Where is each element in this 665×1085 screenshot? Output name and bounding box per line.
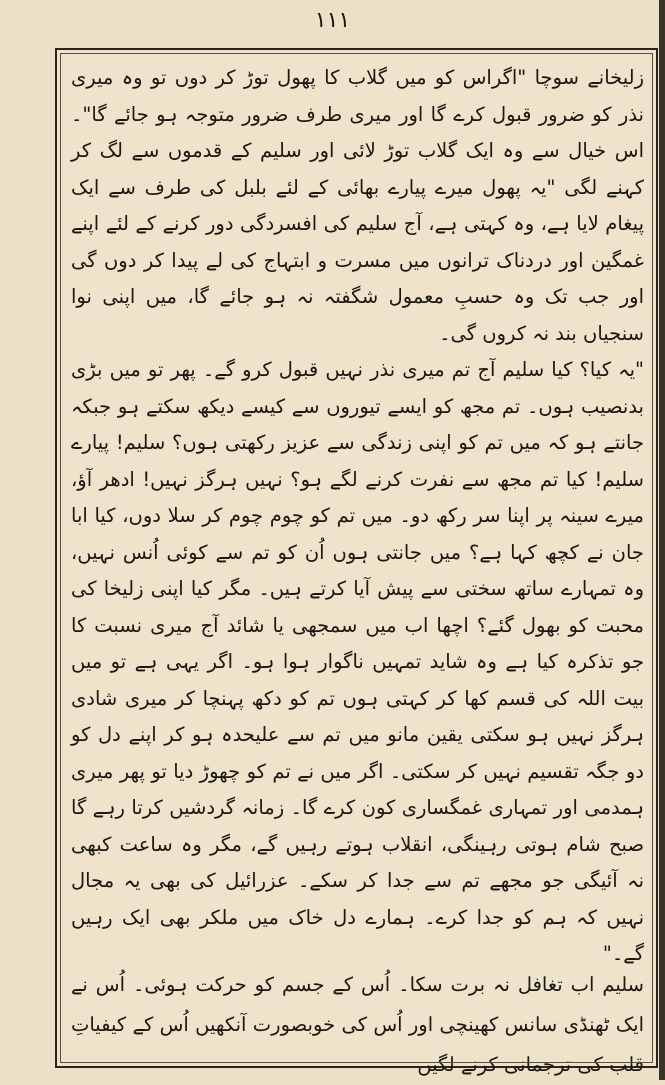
- page-number: ۱۱۱: [314, 8, 351, 33]
- paragraph-2: "یہ کیا؟ کیا سلیم آج تم میری نذر نہیں قبول کرو گے۔ پھر تو میں بڑی بدنصیب ہوں۔ تم مجھ کو ایسے تیوروں سے کیسے دیکھ سکتے ہو جبکہ جانتے ہو کہ میں تم کو اپنی زندگی سے عزیز رکھتی ہوں؟ سلیم! پیارے سلیم! کیا تم مجھ سے نفرت کرنے لگے ہو؟ نہیں ہرگز نہیں! ادھر آؤ، میرے سینہ پر اپنا سر رکھ دو۔ میں تم کو چوم چوم کر سلا دوں، کیا ابا جان نے کچھ کہا ہے؟ میں جانتی ہوں اُن کو تم سے کوئی اُنس نہیں، وہ تمہارے ساتھ سختی سے پیش آیا کرتے ہیں۔ مگر کیا اپنی زلیخا کی محبت کو بھول گئے؟ اچھا اب میں سمجھی یا شائد آج میری نسبت کا جو تذکرہ کیا ہے وہ شاید تمہیں ناگوار ہوا ہو۔ اگر یہی ہے تو میں بیت اللہ کی قسم کھا کر کہتی ہوں تم کو دکھ پہنچا کر میری شادی ہرگز نہیں ہو سکتی یقین مانو میں تم سے علیحدہ ہو کر اپنے دل کو دو جگہ تقسیم نہیں کر سکتی۔ اگر میں نے تم کو چھوڑ دیا تو پھر میری ہمدمی اور تمہاری غمگساری کون کرے گا۔ زمانہ گردشیں کرتا رہے گا صبح شام ہوتی رہینگی، انقلاب ہوتے رہیں گے، مگر وہ ساعت کبھی نہ آئیگی جو مجھے تم سے جدا کر سکے۔ عزرائیل کی بھی یہ مجال نہیں کہ ہم کو جدا کرے۔ ہمارے دل خاک میں ملکر بھی ایک رہیں گے۔": [71, 358, 644, 965]
- closing-paragraph: سلیم اب تغافل نہ برت سکا۔ اُس کے جسم کو حرکت ہوئی۔ اُس نے ایک ٹھنڈی سانس کھینچی اور اُس کی خوبصورت آنکھیں اُس کے کیفیاتِ قلب کی ترجمانی کرنے لگیں: [71, 973, 644, 1076]
- body-text: [71, 60, 644, 973]
- page-edge-shadow: [659, 0, 665, 1080]
- text-frame: [55, 48, 658, 1076]
- paragraph-1: زلیخانے سوچا "اگراس کو میں گلاب کا پھول توڑ کر دوں تو وہ میری نذر کو ضرور قبول کرے گا اور میری طرف ضرور متوجہ ہو جائے گا"۔ اس خیال سے وہ ایک گلاب توڑ لائی اور سلیم کے قدموں سے لگ کر کہنے لگی "یہ پھول میرے پیارے بھائی کے لئے بلبل کی طرف سے ایک پیغام لایا ہے، وہ کہتی ہے، آج سلیم کی افسردگی دور کرنے کے لئے اپنے غمگین اور دردناک ترانوں میں مسرت و ابتہاج کی لے پیدا کر دوں گی اور جب تک وہ حسبِ معمول شگفتہ نہ ہو جائے گا، میں اپنی نوا سنجیاں بند نہ کروں گی۔: [71, 66, 644, 345]
